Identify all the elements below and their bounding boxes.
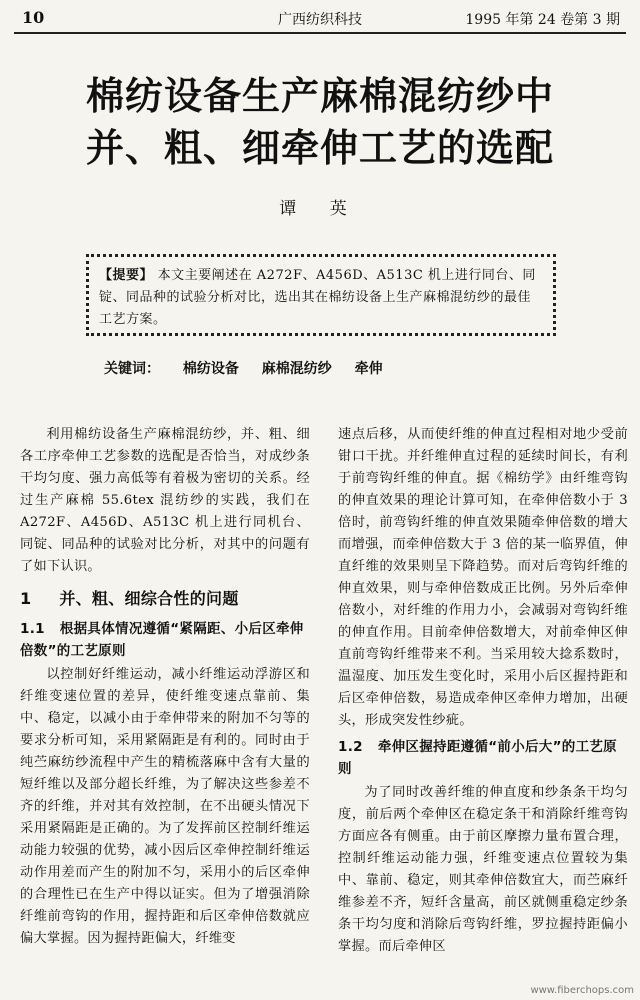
intro-paragraph: 利用棉纺设备生产麻棉混纺纱，并、粗、细各工序牵伸工艺参数的选配是否恰当，对成纱条干均匀度、强力高低等有着极为密切的关系。经过生产麻棉 55.6tex 混纺纱的实践，我们在 A272F、A456D、A513C 机上进行同机台、同锭、同品种的试验对比分析，对其中的问题有了如下认识。 — [20, 427, 310, 574]
subsection-number: 1.2 — [338, 739, 363, 755]
keywords-label: 关键词： — [104, 361, 160, 377]
issue-info: 1995 年第 24 卷第 3 期 — [465, 12, 620, 28]
journal-name: 广西纺织科技 — [278, 12, 362, 28]
keyword-item: 牵伸 — [354, 361, 383, 377]
abstract-box — [86, 254, 556, 336]
title-line-1: 棉纺设备生产麻棉混纺纱中 — [85, 74, 554, 118]
section-1-heading — [20, 588, 310, 610]
watermark: www.fiberchops.com — [530, 985, 634, 996]
right-column — [338, 424, 628, 958]
subsection-1-2-heading — [338, 736, 628, 780]
title-line-2: 并、粗、细牵伸工艺的选配 — [85, 126, 554, 170]
subsection-number: 1.1 — [20, 621, 45, 637]
keyword-item: 麻棉混纺纱 — [261, 361, 332, 377]
subsection-1-2-paragraph: 为了同时改善纤维的伸直度和纱条条干均匀度，前后两个牵伸区在稳定条干和消除纤维弯钩方面应各有侧重。由于前区摩擦力量布置合理，控制纤维运动能力强，纤维变速点位置较为集中、靠前、稳定，则其牵伸倍数宜大，而苎麻纤维参差不齐，短纤含量高，前区就侧重稳定纱条条干均匀度和消除后弯钩纤维，罗拉握持距偏小掌握。而后牵伸区 — [338, 785, 628, 954]
keywords — [104, 358, 401, 378]
section-title: 并、粗、细综合性的问题 — [59, 589, 239, 608]
continued-paragraph: 速点后移，从而使纤维的伸直过程相对地少受前钳口干扰。并纤维伸直过程的延续时间长，有利于前弯钩纤维的伸直。据《棉纺学》由纤维弯钩的伸直效果的理论计算可知，在牵伸倍数小于 3 倍时，前弯钩纤维的伸直效果随牵伸倍数的增大而增强，而牵伸倍数大于 3 倍的某一临界值，伸直纤维的效果则呈下降趋势。而对后弯钩纤维的伸直效果，则与牵伸倍数成正比例。另外后牵伸倍数小，对纤维的作用力小，会减弱对弯钩纤维的伸直作用。目前牵伸倍数增大，对前牵伸区伸直前弯钩纤维带来不利。当采用较大捻系数时，温湿度、加压发生变化时，采用小后区握持距和后区牵伸倍数，易造成牵伸区牵伸力增加，出硬头，形成突发性纱疵。 — [338, 427, 628, 728]
paper-title — [20, 70, 620, 174]
subsection-title: 根据具体情况遵循“紧隔距、小后区牵伸倍数”的工艺原则 — [20, 621, 304, 659]
author-name: 谭 英 — [279, 199, 361, 219]
section-number: 1 — [20, 589, 32, 608]
subsection-1-1-paragraph: 以控制好纤维运动，减小纤维运动浮游区和纤维变速位置的差异，使纤维变速点靠前、集中、稳定，以减小由于牵伸带来的附加不匀等的要求分析可知，采用紧隔距是有利的。同时由于纯苎麻纺纱流程中产生的精梳落麻中含有大量的短纤维以及部分超长纤维，为了解决这些参差不齐的纤维，并对其有效控制，在不出硬头情况下采用紧隔距是正确的。为了发挥前区控制纤维运动能力较强的优势，减小因后区牵伸控制纤维运动作用差而产生的附加不匀，采用小的后区牵伸的合理性已在生产中得以证实。但为了增强消除纤维前弯钩的作用，握持距和后区牵伸倍数就应偏大掌握。因为握持距偏大，纤维变 — [20, 667, 310, 946]
left-column — [20, 424, 310, 950]
keyword-item: 棉纺设备 — [182, 361, 239, 377]
subsection-1-1-heading — [20, 618, 310, 662]
subsection-title: 牵伸区握持距遵循“前小后大”的工艺原则 — [338, 739, 617, 777]
page-number: 10 — [22, 8, 45, 27]
abstract-text: 本文主要阐述在 A272F、A456D、A513C 机上进行同台、同锭、同品种的试验分析对比，选出其在棉纺设备上生产麻棉混纺纱的最佳工艺方案。 — [99, 268, 536, 327]
running-header — [14, 4, 626, 34]
abstract-label: 【提要】 — [99, 268, 154, 283]
